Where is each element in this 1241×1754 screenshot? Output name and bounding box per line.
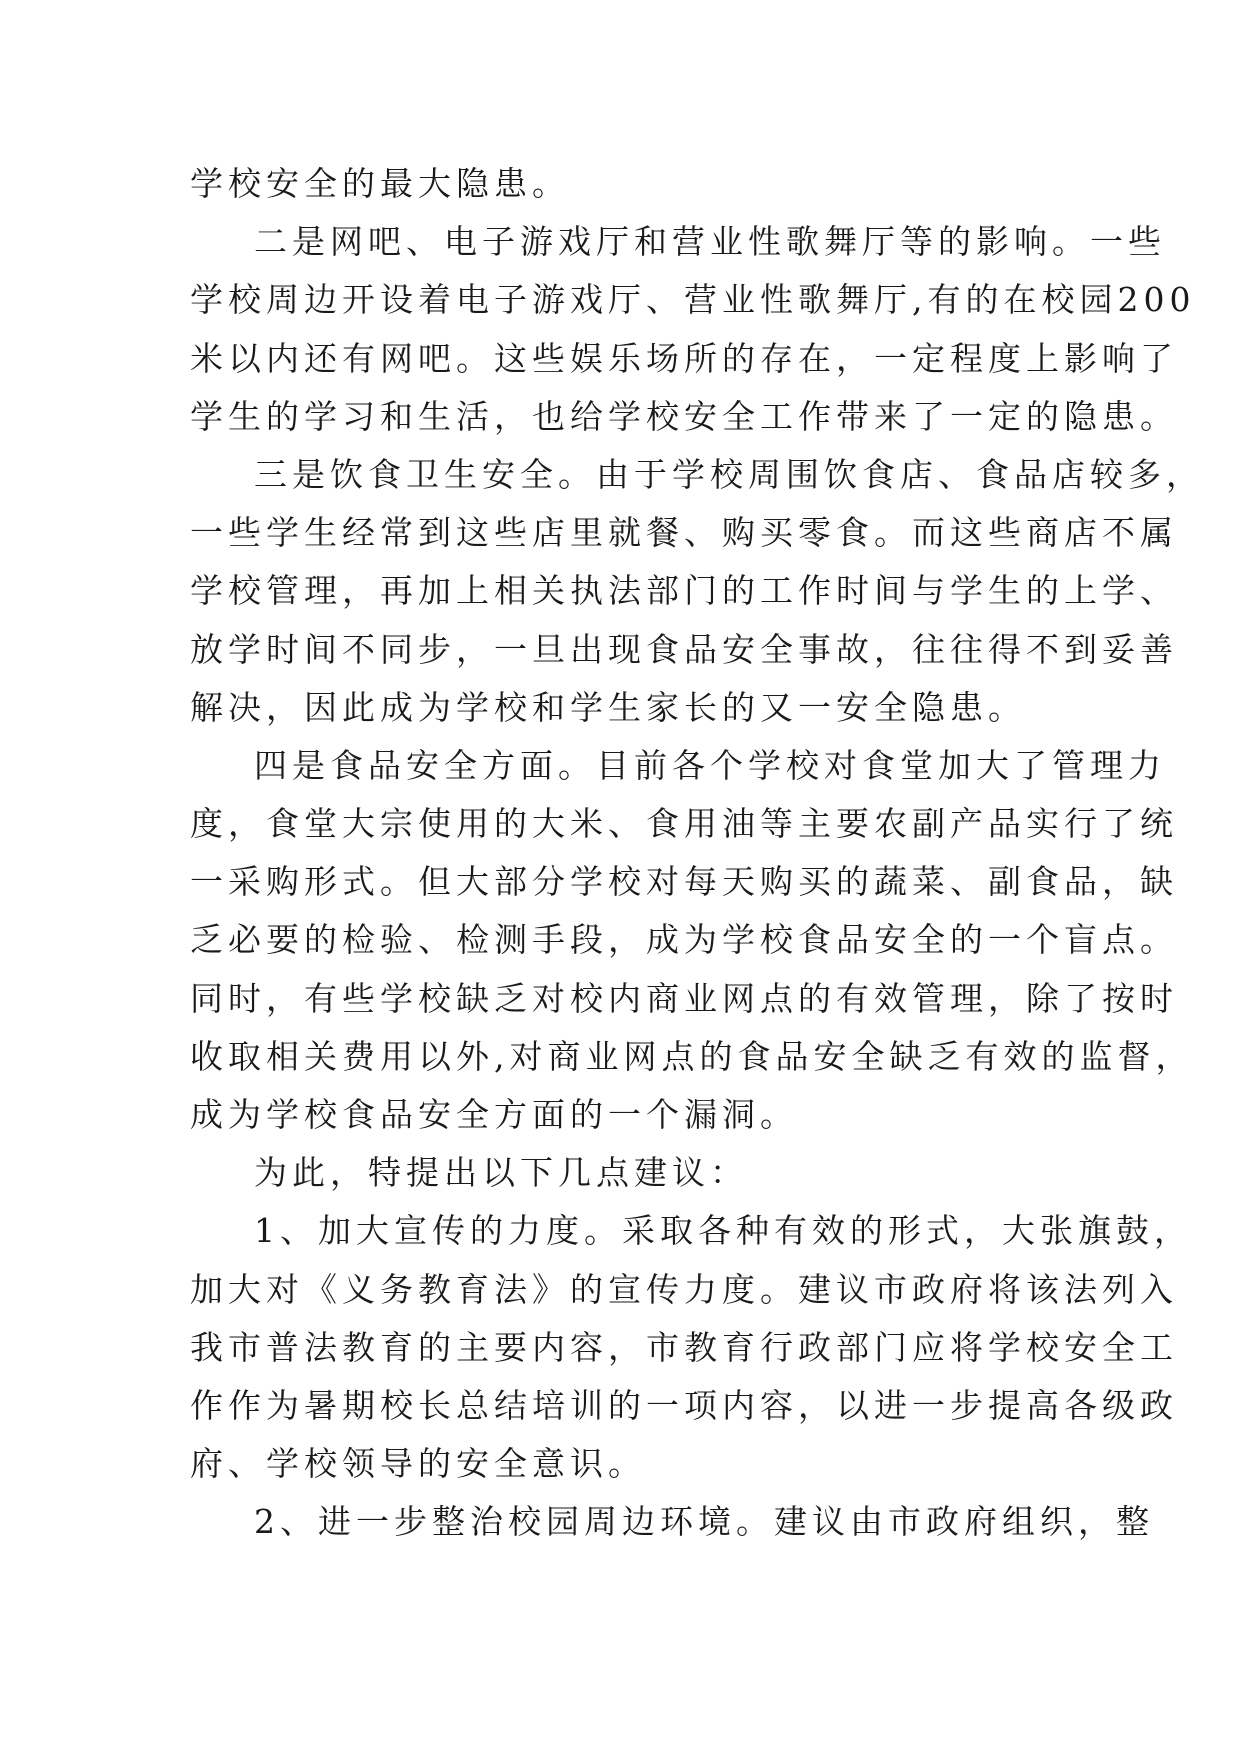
text-line: 解决，因此成为学校和学生家长的又一安全隐患。: [190, 687, 1026, 727]
paragraph-first-line: 二是网吧、电子游戏厅和营业性歌舞厅等的影响。一些: [254, 222, 1166, 262]
text-line: 收取相关费用以外,对商业网点的食品安全缺乏有效的监督，: [190, 1036, 1194, 1076]
text-line: 成为学校食品安全方面的一个漏洞。: [190, 1095, 798, 1134]
text-line: 作作为暑期校长总结培训的一项内容，以进一步提高各级政: [190, 1385, 1178, 1425]
text-line: 放学时间不同步，一旦出现食品安全事故，往往得不到妥善: [190, 629, 1178, 669]
text-line: 乏必要的检验、检测手段，成为学校食品安全的一个盲点。: [190, 920, 1178, 960]
text-line: 加大对《义务教育法》的宣传力度。建议市政府将该法列入: [190, 1269, 1178, 1309]
text-line: 府、学校领导的安全意识。: [190, 1444, 646, 1484]
text-line: 学校管理，再加上相关执法部门的工作时间与学生的上学、: [190, 571, 1178, 611]
text-line: 一采购形式。但大部分学校对每天购买的蔬菜、副食品，缺: [190, 862, 1178, 902]
text-line: 度，食堂大宗使用的大米、食用油等主要农副产品实行了统: [190, 804, 1178, 844]
paragraph-first-line: 三是饮食卫生安全。由于学校周围饮食店、食品店较多，: [254, 454, 1204, 494]
text-line: 一些学生经常到这些店里就餐、购买零食。而这些商店不属: [190, 513, 1178, 553]
paragraph-first-line: 四是食品安全方面。目前各个学校对食堂加大了管理力: [254, 745, 1166, 785]
paragraph-first-line: 为此，特提出以下几点建议：: [254, 1153, 748, 1193]
paragraph-first-line: 2、进一步整治校园周边环境。建议由市政府组织，整: [254, 1502, 1154, 1542]
document-body: [190, 155, 1204, 1552]
text-line: 学生的学习和生活，也给学校安全工作带来了一定的隐患。: [190, 396, 1178, 436]
text-line: 米以内还有网吧。这些娱乐场所的存在，一定程度上影响了: [190, 338, 1178, 378]
text-line: 学校周边开设着电子游戏厅、营业性歌舞厅,有的在校园200: [190, 280, 1196, 320]
paragraph-first-line: 1、加大宣传的力度。采取各种有效的形式，大张旗鼓，: [254, 1211, 1192, 1251]
text-line: 我市普法教育的主要内容，市教育行政部门应将学校安全工: [190, 1327, 1178, 1367]
text-line: 同时，有些学校缺乏对校内商业网点的有效管理，除了按时: [190, 978, 1178, 1018]
text-line: 学校安全的最大隐患。: [190, 164, 570, 203]
